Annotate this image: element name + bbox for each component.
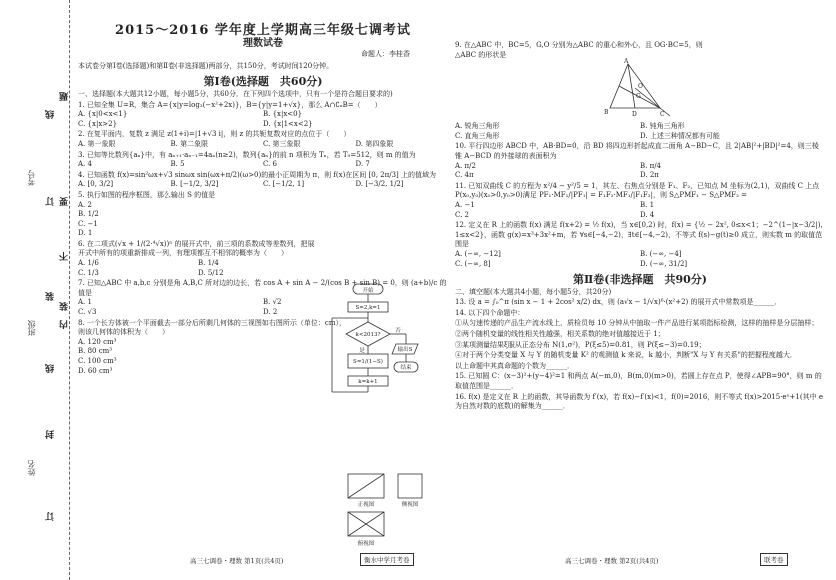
svg-text:O: O — [638, 83, 643, 90]
option: A. −1 — [455, 200, 475, 209]
part2-title: 第Ⅱ卷(非选择题 共90分) — [573, 273, 707, 287]
question — [78, 319, 348, 377]
fill-item: ③某项测量结果ξ服从正态分布 N(1,σ²)，P(ξ≤5)=0.81，则 P(ξ≤−3)=0.19； — [455, 340, 706, 349]
question-stem: 6. 在二项式(√x + 1/(2·⁴√x))ⁿ 的展开式中，前三项的系数成等差数列，把展开式中所有的项重新排成一列，有理项都互不相邻的概率为（ ） — [78, 239, 315, 258]
margin-char: 封 — [46, 428, 56, 439]
option: D. 第四象限 — [355, 139, 394, 148]
footer-left-box: 衡水中学月考卷 — [360, 553, 414, 566]
option: A. {x|0<x<1} — [78, 110, 128, 119]
option: A. (−∞, −12] — [455, 249, 501, 258]
option: D. (−∞, 31/2] — [640, 259, 688, 268]
option: D. 2 — [263, 308, 278, 317]
option: B. 80 cm³ — [78, 347, 113, 356]
fill-item: ①从匀速传递的产品生产流水线上，质检员每 10 分钟从中抽取一件产品进行某项指标检测，这样的抽样是分层抽样； — [455, 319, 819, 328]
option: B. 1/4 — [198, 259, 219, 268]
author: 命题人：李桂香 — [361, 50, 410, 59]
option: B. [−1/2, 3/2] — [170, 180, 219, 189]
question-stem: 8. 一个长方体被一个平面截去一部分后所剩几何体的三视图如右图所示（单位：cm），则该几何体的体积为（ ） — [78, 318, 346, 337]
fill-item: ②两个随机变量的线性相关性越强，相关系数的绝对值越接近于 1； — [455, 330, 665, 339]
question — [78, 171, 448, 190]
flow-init: S=2,k=1 — [355, 305, 381, 311]
svg-text:D: D — [632, 111, 637, 118]
three-view-figure — [340, 470, 440, 550]
option: D. 5/12 — [198, 268, 224, 277]
front-view-label: 正视图 — [357, 502, 375, 508]
option: B. π/4 — [640, 161, 662, 170]
exam-number-label: 考号 — [27, 170, 36, 186]
option: D. {x|1<x<2} — [263, 119, 313, 128]
question — [455, 182, 825, 220]
option: C. 直角三角形 — [455, 131, 500, 140]
margin-char: 订 — [46, 510, 56, 521]
question — [455, 221, 825, 269]
fill-item: ④对于两个分类变量 X 与 Y 的随机变量 K² 的观测值 k 来说，k 越小，判断"X 与 Y 有关系"的把握程度越大． — [455, 351, 797, 360]
name-label: 姓名 — [27, 460, 36, 476]
margin-char: 装 — [46, 290, 56, 301]
question-stem: 5. 执行如图的程序框图，那么输出 S 的值是 — [78, 190, 216, 199]
option: D. 60 cm³ — [78, 366, 113, 375]
question-stem: 1. 已知全集 U=R，集合 A={x|y=log₂(−x²+2x)}，B={y|y=1+√x}，那么 A∩∁ᵤB=（ ） — [78, 100, 382, 109]
question-stem: 11. 已知双曲线 C 的方程为 x²/4 − y²/5 = 1，其左、右焦点分别是 F₁、F₂，已知点 M 坐标为(2,1)，双曲线 C 上点 P(x₀,y₀)(x₀>0,y₀>0)满足 PF₁·MF₁/|PF₁| = F₁F₂·MF₁/|F₁F₂|，则 S△PMF₁ − S△PMF₂ = — [455, 181, 820, 200]
option: B. (−∞, −4] — [640, 249, 682, 258]
svg-text:C: C — [660, 111, 665, 118]
option: C. 第三象限 — [263, 139, 301, 148]
question — [78, 130, 448, 149]
top-view-label: 俯视图 — [357, 541, 375, 547]
option: A. 2 — [78, 200, 92, 209]
option: C. 4π — [455, 171, 474, 180]
question — [78, 101, 448, 130]
flow-yes: 是 — [359, 348, 365, 354]
option: C. {x|x>2} — [78, 119, 118, 128]
option: A. π/2 — [455, 161, 476, 170]
option: B. 1/2 — [78, 210, 99, 219]
binding-margin — [0, 0, 70, 580]
option: A. 第一象限 — [78, 139, 116, 148]
option: A. 4 — [78, 160, 92, 169]
footer-right: 高三七调卷・理数 第2页(共4页) — [565, 557, 659, 565]
option: A. 1 — [78, 298, 92, 307]
triangle-figure — [590, 58, 680, 120]
svg-text:A: A — [624, 58, 629, 65]
exam-title: 2015～2016 学年度上学期高三年级七调考试 — [115, 23, 411, 38]
margin-char: 不 — [60, 250, 70, 261]
option: A. [0, 3/2] — [78, 180, 114, 189]
option: D. 1 — [78, 229, 93, 238]
question — [78, 240, 318, 278]
fill-question: 14. 以下四个命题中： — [455, 308, 525, 317]
question-stem: 2. 在复平面内，复数 z 满足 z(1+i)=|1+√3 i|，则 z 的共轭复数对应的点位于（ ） — [78, 130, 351, 139]
option: A. 1/6 — [78, 259, 99, 268]
option: D. 上述三种情况都有可能 — [640, 131, 720, 140]
question — [78, 191, 318, 239]
option: C. 100 cm³ — [78, 357, 117, 365]
option: B. 第二象限 — [170, 139, 209, 148]
flow-end: 结束 — [400, 365, 412, 371]
margin-char: 线 — [46, 108, 56, 119]
option: B. 钝角三角形 — [640, 122, 685, 131]
fill-question: 13. 设 a = ∫₀^π (sin x − 1 + 2cos² x/2) dx，则 (a√x − 1/√x)⁶·(x²+2) 的展开式中常数项是______． — [455, 298, 782, 307]
margin-char: 线 — [46, 362, 56, 373]
class-label: 班级 — [27, 320, 36, 336]
fill-question: 15. 已知圆 C：(x−3)²+(y−4)²=1 和两点 A(−m,0)，B(m,0)(m>0)，若圆上存在点 P，使得∠APB=90°，则 m 的取值范围是______． — [455, 372, 822, 391]
flow-inc: k=k+1 — [358, 379, 378, 385]
option: B. 1 — [640, 200, 655, 209]
flow-assign: S=1/(1−S) — [353, 359, 383, 365]
option: D. 7 — [355, 160, 370, 169]
question-stem: 3. 已知等比数列{aₙ}中，有 aₙ₊₁·aₙ₋₁=4aₙ(n≥2)，数列{aₙ}的前 n 项积为 Tₙ，若 T₉=512，则 m 的值为 — [78, 150, 416, 159]
option: A. 锐角三角形 — [455, 122, 500, 131]
option: A. 120 cm³ — [78, 337, 117, 346]
question-stem: 9. 在△ABC 中，BC=5，G,O 分别为△ABC 的重心和外心，且 OG·BC=5，则△ABC 的形状是 — [455, 41, 703, 59]
footer-right-box: 联考卷 — [760, 553, 788, 566]
side-view-label: 侧视图 — [401, 502, 419, 508]
question — [78, 151, 448, 170]
flow-no: 否 — [395, 328, 401, 334]
option: D. [−3/2, 1/2] — [355, 180, 404, 189]
fill-intro: 二、填空题(本大题共4小题，每小题5分，共20分) — [455, 287, 612, 296]
svg-text:G: G — [636, 93, 641, 100]
option: D. 4 — [640, 210, 655, 219]
exam-subtitle: 理数试卷 — [243, 37, 283, 49]
margin-char: 订 — [46, 195, 56, 206]
margin-char: 装 — [60, 300, 70, 311]
option: C. √3 — [78, 308, 97, 317]
flowchart-figure — [318, 282, 428, 432]
question-stem: 10. 平行四边形 ABCD 中，AB·BD=0，沿 BD 将四边形折起成直二面角 A−BD−C，且 2|AB|²+|BD|²=4，则三棱锥 A−BCD 的外接球的表面积为 — [455, 142, 819, 160]
fill-question: 16. f(x) 是定义在 R 上的函数，其导函数为 f′(x)，若 f(x)−f′(x)<1，f(0)=2016，则不等式 f(x)>2015·eˣ+1(其中 e 为自然对数的底数)的解集为______． — [455, 392, 823, 411]
option: B. 5 — [170, 160, 185, 169]
flow-start: 开始 — [362, 288, 374, 294]
margin-char: 题 — [60, 90, 70, 101]
margin-char: 要 — [60, 195, 70, 206]
option: B. √2 — [263, 298, 282, 307]
fill-item: 以上命题中其真命题的个数为______． — [455, 361, 574, 370]
section-intro: 一、选择题(本大题共12小题，每小题5分，共60分．在下列四个选项中，只有一个是符合题目要求的) — [78, 89, 393, 98]
question — [455, 142, 825, 180]
part1-title: 第Ⅰ卷(选择题 共60分) — [203, 75, 323, 89]
option: C. −1 — [78, 219, 98, 228]
option: C. [−1/2, 1] — [263, 180, 305, 189]
question-stem: 12. 定义在 R 上的函数 f(x) 满足 f(x+2) = ½ f(x)，当 x∈[0,2) 时，f(x) = {½ − 2x², 0≤x<1；−2^(1−|x−3/2|), 1≤x<2}，函数 g(x)=x³+3x²+m，若 ∀s∈[−4,−2)，∃t∈[−4,−2)，不等式 f(s)−g(t)≥0 成立，则实数 m 的取值范围是 — [455, 221, 823, 249]
footer-left: 高三七调卷・理数 第1页(共4页) — [190, 557, 284, 565]
exam-note: 本试卷分第Ⅰ卷(选择题)和第Ⅱ卷(非选择题)两部分，共150分，考试时间120分钟。 — [78, 61, 334, 70]
option: C. (−∞, 8] — [455, 259, 491, 268]
svg-text:B: B — [604, 109, 609, 116]
option: C. 6 — [263, 160, 278, 169]
margin-char: 内 — [60, 318, 70, 329]
flow-out: 输出S — [397, 347, 413, 353]
option: B. {x|x<0} — [263, 110, 303, 119]
option: D. 2π — [640, 171, 659, 180]
question-stem: 7. 已知△ABC 中 a,b,c 分别是角 A,B,C 所对边的边长，若 cos A + sin A − 2/(cos B + sin B) = 0，则 (a+b)/c 的值是 — [78, 279, 447, 297]
flow-cond: k<2013? — [355, 332, 381, 338]
option: C. 2 — [455, 210, 470, 219]
question-stem: 4. 已知函数 f(x)=sin²ωx+√3 sinωx sin(ωx+π/2)(ω>0)的最小正周期为 π，则 f(x)在区间 [0, 2π/3] 上的值域为 — [78, 170, 436, 179]
option: C. 1/3 — [78, 268, 99, 277]
